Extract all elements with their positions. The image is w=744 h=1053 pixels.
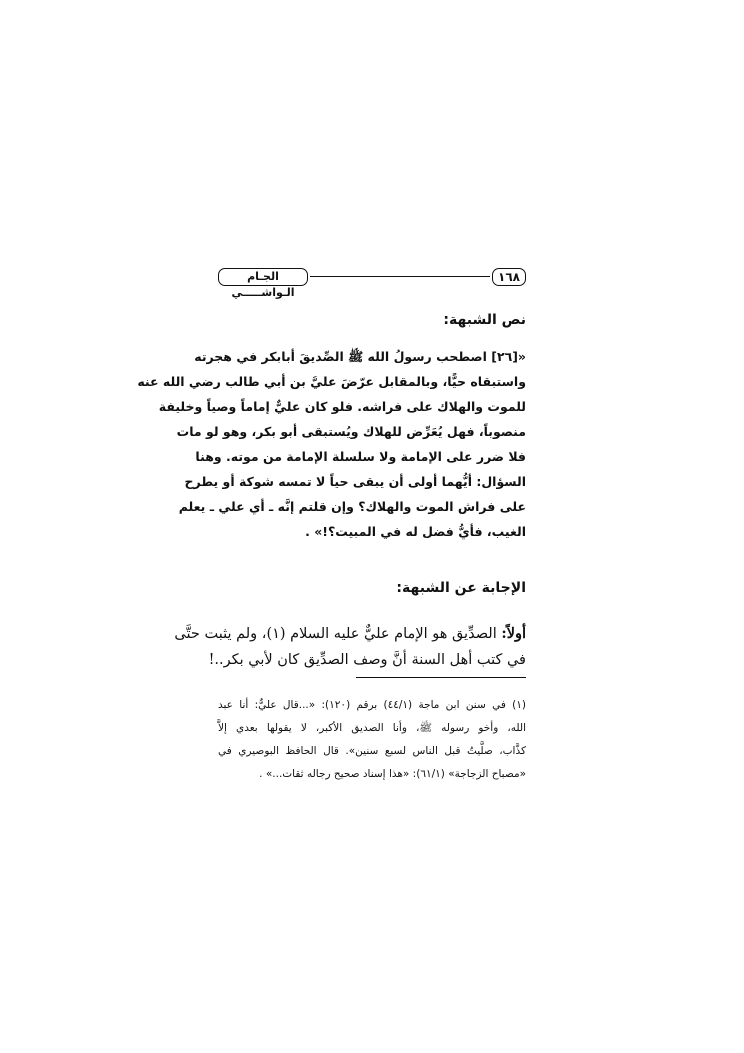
doubt-line: منصوباً، فهل يُعَرِّض للهلاك ويُستبقى أبو بكر، وهو لو مات	[176, 424, 526, 439]
doubt-heading: نص الشبهة:	[443, 312, 526, 328]
answer-line: في كتب أهل السنة أنَّ وصف الصدِّيق كان لأبي بكر..!	[208, 652, 526, 668]
book-title: الجـام الـواشـــــي	[218, 268, 308, 286]
running-header	[218, 266, 526, 299]
doubt-line: فلا ضرر على الإمامة ولا سلسلة الإمامة من موته. وهنا	[195, 449, 526, 464]
answer-heading: الإجابة عن الشبهة:	[396, 580, 526, 596]
doubt-line: «[٢٦] اصطحب رسولُ الله ﷺ الصِّديقَ أبابكر في هجرته	[194, 349, 526, 364]
footnote-rule	[356, 677, 526, 678]
footnote-line: كذَّاب، صلَّيتُ قبل الناس لسبع سنين». قال الحافظ البوصيري في	[218, 745, 526, 757]
page-number: ١٦٨	[492, 268, 526, 286]
footnote	[218, 694, 526, 786]
answer-line1-text: الصدِّيق هو الإمام عليٌّ عليه السلام (١)، ولم يثبت حتَّى	[174, 626, 502, 642]
book-page	[137, 266, 526, 786]
doubt-line: السؤال: أيُّهما أولى أن يبقى حياً لا تمسه شوكة أو يطرح	[184, 474, 526, 489]
doubt-line: على فراش الموت والهلاك؟ وإن قلتم إنَّه ـ أي علي ـ يعلم	[178, 499, 526, 514]
doubt-line: الغيب، فأيُّ فضل له في المبيت؟!» .	[305, 524, 526, 539]
answer-text	[174, 620, 526, 674]
answer-lead: أولاً:	[501, 625, 526, 642]
header-rule	[310, 276, 490, 277]
footnote-line: الله، وأخو رسوله ﷺ، وأنا الصديق الأكبر، لا يقولها بعدي إلاَّ	[218, 722, 526, 734]
footnote-line: (١) في سنن ابن ماجة (٤٤/١) برقم (١٢٠): «...قال عليٌّ: أنا عبد	[218, 699, 526, 711]
answer-line	[174, 620, 526, 647]
footnote-line: «مصباح الزجاجة» (٦١/١): «هذا إسناد صحيح رجاله ثقات...» .	[259, 768, 526, 780]
doubt-line: واستبقاه حيًّا، وبالمقابل عرّضَ عليَّ بن أبي طالب رضي الله عنه	[137, 374, 526, 389]
doubt-line: للموت والهلاك على فراشه. فلو كان عليٌّ إماماً وصياً وخليفة	[158, 399, 526, 414]
doubt-text	[137, 344, 526, 544]
